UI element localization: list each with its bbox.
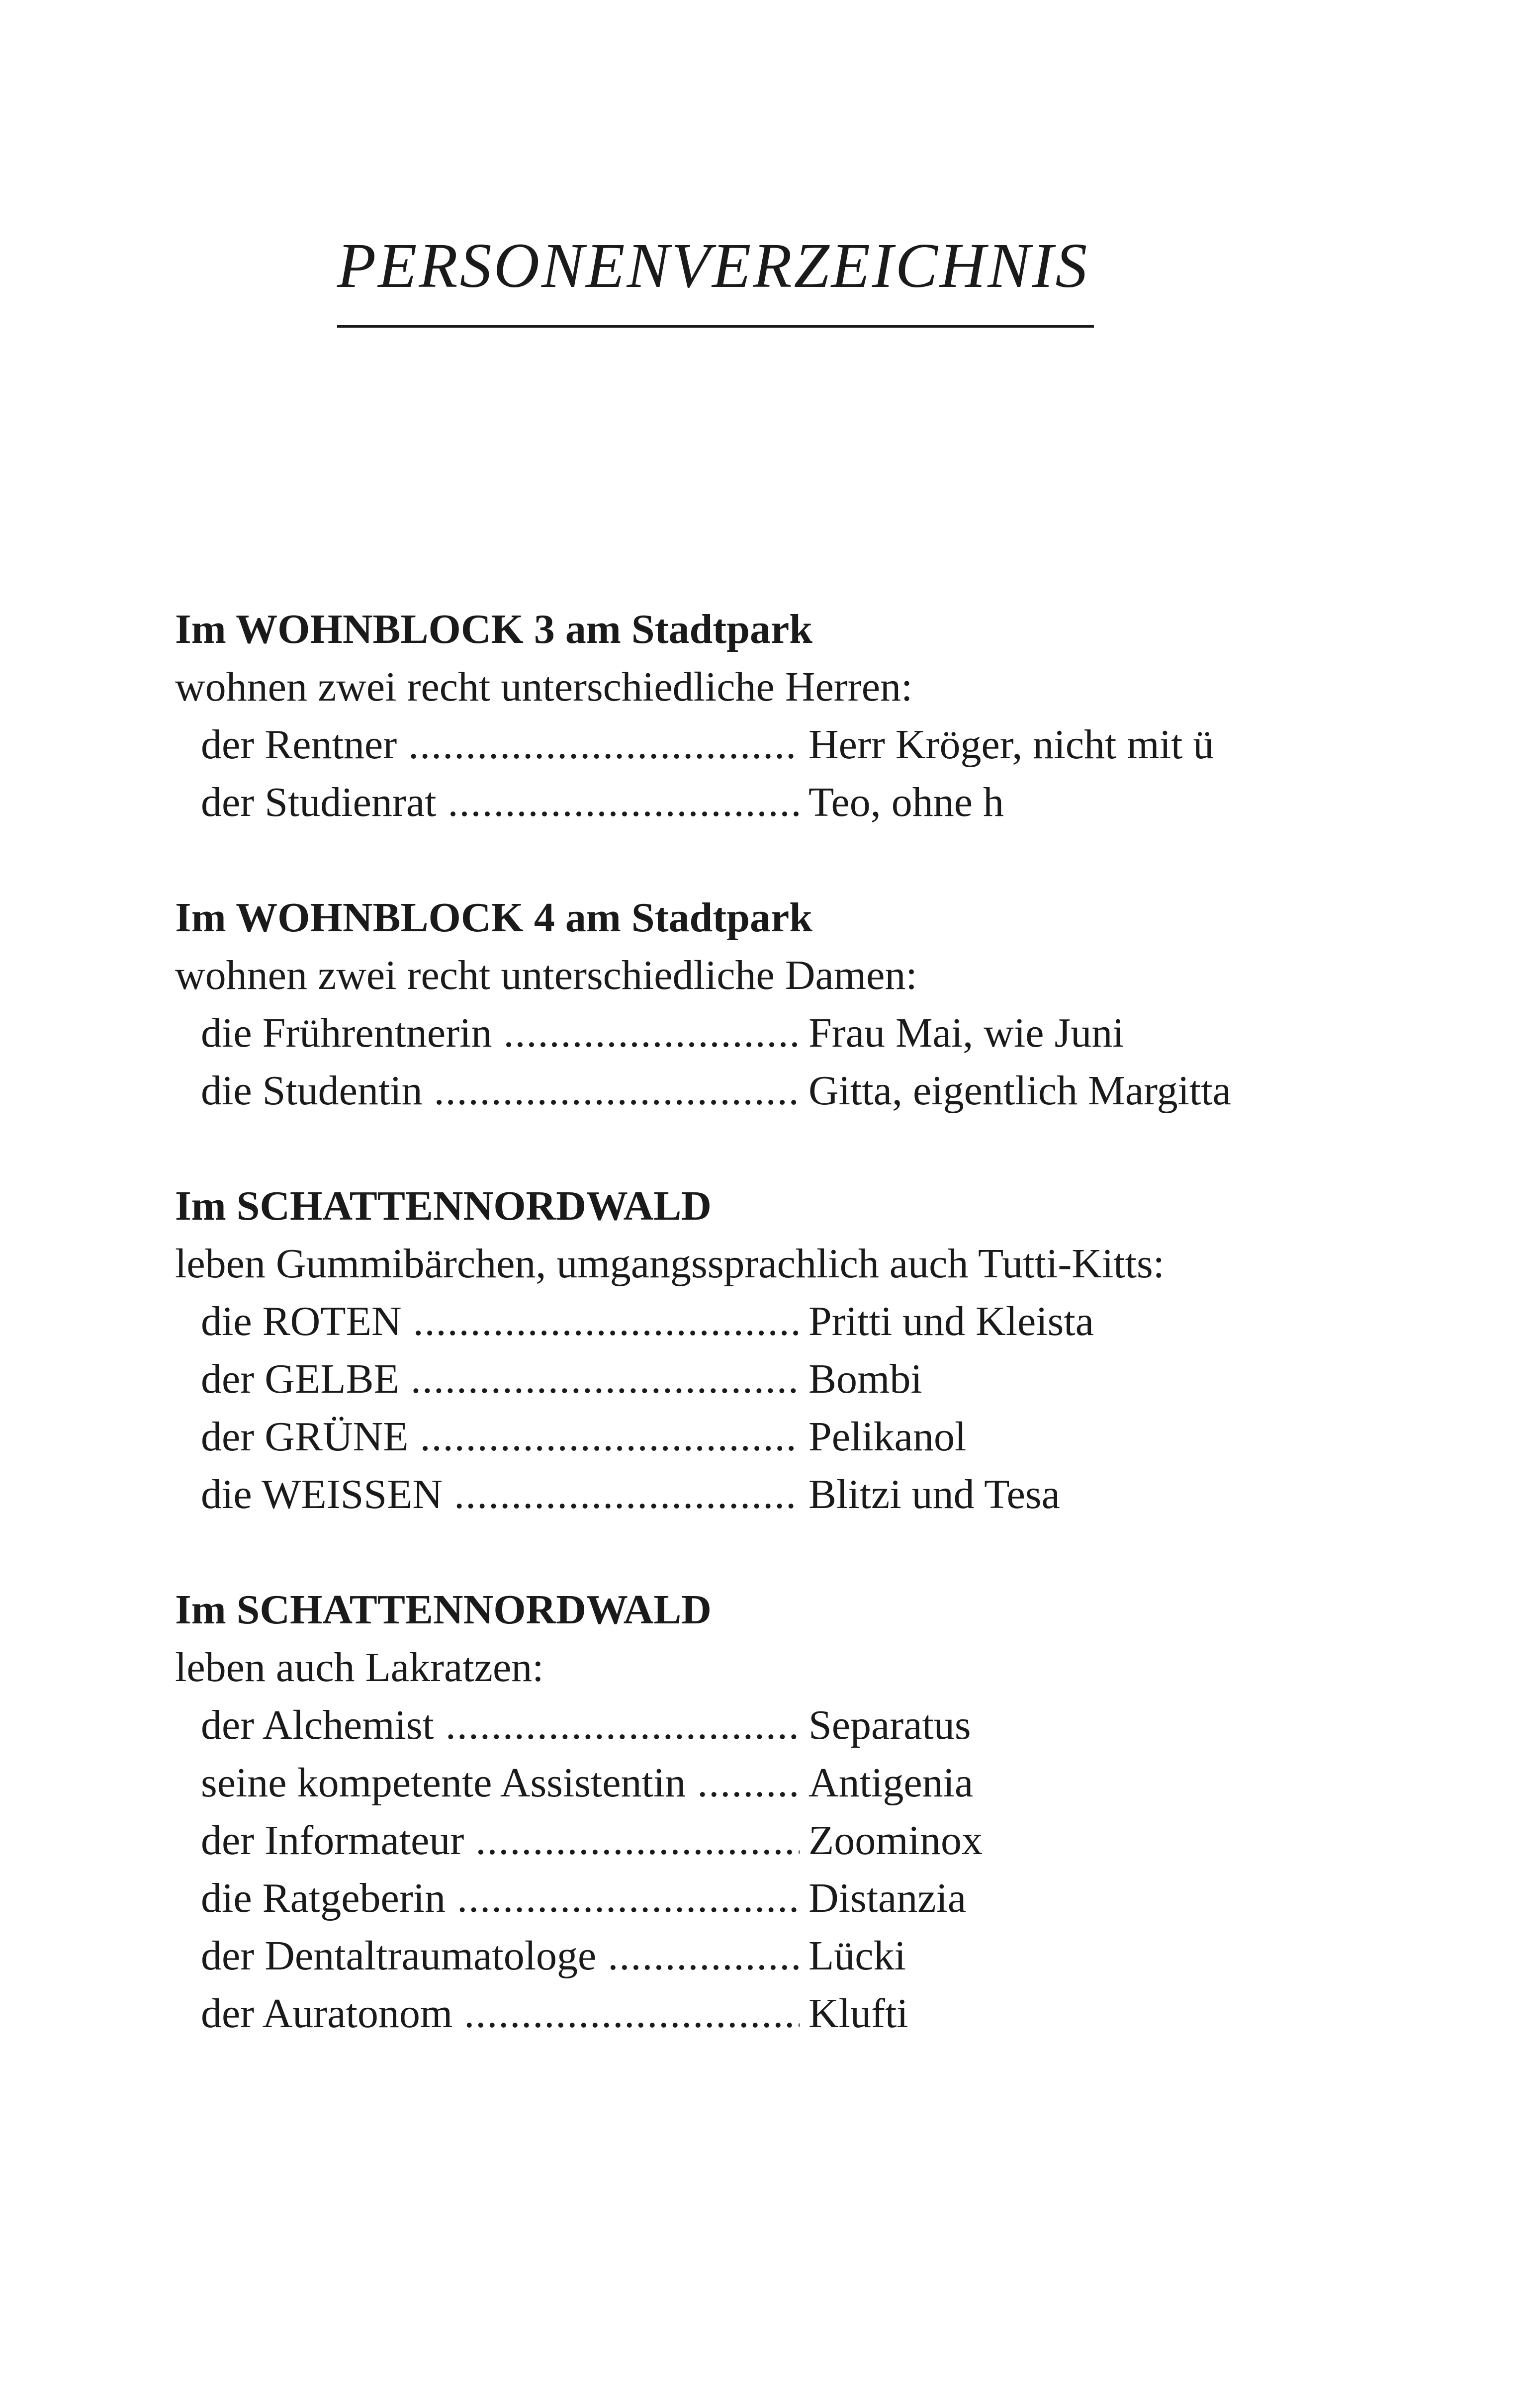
list-item <box>175 1754 1368 1812</box>
entry-name: Blitzi und Tesa <box>800 1466 1060 1523</box>
entry-name: Pritti und Kleista <box>800 1293 1094 1350</box>
entry-name: Klufti <box>800 1985 908 2043</box>
entry-name: Separatus <box>800 1696 971 1754</box>
entry-role: der Dentaltraumatologe ..... <box>201 1927 819 1985</box>
section-heading: Im WOHNBLOCK 3 am Stadtpark <box>175 606 812 652</box>
entry-name: Herr Kröger, nicht mit ü <box>800 716 1214 774</box>
list-item <box>175 1062 1368 1120</box>
entry-role: der Alchemist ..... <box>201 1696 819 1754</box>
section-wohnblock-4 <box>175 889 1368 1120</box>
page-title: PERSONENVERZEICHNIS <box>337 230 1089 301</box>
list-item <box>175 1004 1368 1062</box>
entry-name: Pelikanol <box>800 1408 966 1466</box>
list-item <box>175 1985 1368 2043</box>
entry-name: Zoominox <box>800 1812 983 1870</box>
entry-name: Distanzia <box>800 1870 966 1927</box>
entry-role: der GELBE ..... <box>201 1350 819 1408</box>
list-item <box>175 1696 1368 1754</box>
section-heading: Im SCHATTENNORDWALD <box>175 1183 712 1229</box>
entry-role: die Ratgeberin ..... <box>201 1870 819 1927</box>
entry-role: seine kompetente Assistentin ..... <box>201 1754 819 1812</box>
entry-role: die Frührentnerin ..... <box>201 1004 819 1062</box>
section-intro: wohnen zwei recht unterschiedliche Damen: <box>175 952 917 998</box>
entry-name: Bombi <box>800 1350 922 1408</box>
section-heading: Im SCHATTENNORDWALD <box>175 1587 712 1633</box>
entry-role: der Rentner ..... <box>201 716 819 774</box>
entry-name: Frau Mai, wie Juni <box>800 1004 1124 1062</box>
entry-role: der GRÜNE ..... <box>201 1408 819 1466</box>
list-item <box>175 716 1368 774</box>
list-item <box>175 1466 1368 1523</box>
entry-role: die Studentin ..... <box>201 1062 819 1120</box>
section-schattennordwald-gummibaerchen <box>175 1177 1368 1523</box>
title-underline <box>337 325 1094 328</box>
entry-role: die ROTEN ..... <box>201 1293 819 1350</box>
list-item <box>175 1293 1368 1350</box>
entry-name: Lücki <box>800 1927 906 1985</box>
section-intro: wohnen zwei recht unterschiedliche Herren: <box>175 664 913 710</box>
list-item <box>175 774 1368 831</box>
entry-role: der Studienrat ..... <box>201 774 819 831</box>
list-item <box>175 1812 1368 1870</box>
list-item <box>175 1350 1368 1408</box>
section-heading: Im WOHNBLOCK 4 am Stadtpark <box>175 894 812 941</box>
entry-name: Teo, ohne h <box>800 774 1004 831</box>
section-wohnblock-3 <box>175 601 1368 831</box>
entry-role: der Informateur ..... <box>201 1812 819 1870</box>
list-item <box>175 1408 1368 1466</box>
entry-name: Antigenia <box>800 1754 973 1812</box>
list-item <box>175 1870 1368 1927</box>
entry-role: die WEISSEN ..... <box>201 1466 819 1523</box>
section-schattennordwald-lakratzen <box>175 1581 1368 2043</box>
section-intro: leben Gummibärchen, umgangssprachlich auch Tutti-Kitts: <box>175 1241 1165 1287</box>
entry-role: der Auratonom ..... <box>201 1985 819 2043</box>
entry-name: Gitta, eigentlich Margitta <box>800 1062 1231 1120</box>
section-intro: leben auch Lakratzen: <box>175 1644 544 1691</box>
list-item <box>175 1927 1368 1985</box>
